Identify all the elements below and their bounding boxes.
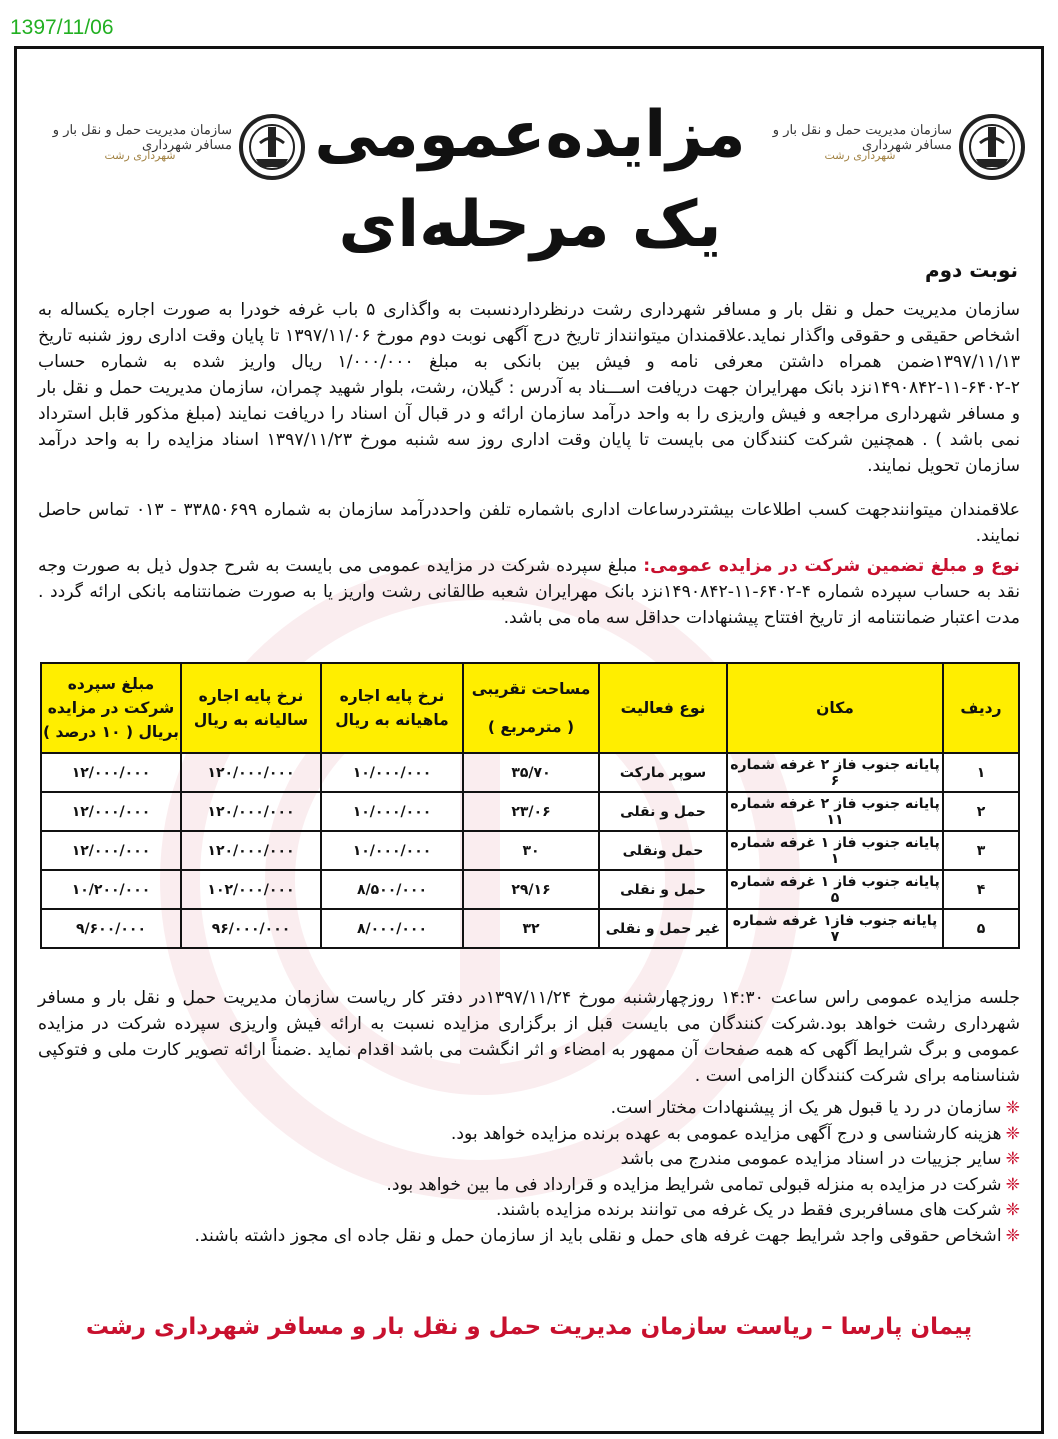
table-row <box>41 831 1019 870</box>
cell-area: ۳۲ <box>463 909 599 948</box>
condition-text: شرکت های مسافربری فقط در یک غرفه می توانند برنده مزایده باشند. <box>495 1200 1002 1220</box>
cell-deposit: ۱۲/۰۰۰/۰۰۰ <box>41 831 181 870</box>
cell-yearly: ۱۲۰/۰۰۰/۰۰۰ <box>181 792 321 831</box>
cell-yearly: ۹۶/۰۰۰/۰۰۰ <box>181 909 321 948</box>
table-row <box>41 870 1019 909</box>
cell-yearly: ۱۲۰/۰۰۰/۰۰۰ <box>181 753 321 792</box>
cell-row: ۵ <box>943 909 1019 948</box>
deposit-heading: نوع و مبلغ تضمین شرکت در مزایده عمومی: <box>643 556 1020 576</box>
asterisk-icon: ❈ <box>1005 1225 1020 1246</box>
page-title-line-2: یک مرحله‌ای <box>338 188 722 262</box>
cell-monthly: ۱۰/۰۰۰/۰۰۰ <box>321 792 463 831</box>
org-logo-left <box>20 95 320 195</box>
list-item <box>38 1147 1020 1173</box>
logo-org-name: سازمان مدیریت حمل و نقل بار و مسافر شهرداری <box>52 123 232 153</box>
header-monthly-rate: نرخ پایه اجاره ماهیانه به ریال <box>321 663 463 753</box>
header-deposit: مبلغ سپرده شرکت در مزایده بریال ( ۱۰ درصد ) <box>41 663 181 753</box>
condition-text: اشخاص حقوقی واجد شرایط جهت غرفه های حمل و نقلی باید از سازمان حمل و نقل جاده ای مجوز داشته باشند. <box>194 1225 1002 1246</box>
asterisk-icon: ❈ <box>1005 1098 1020 1118</box>
asterisk-icon: ❈ <box>1005 1200 1020 1220</box>
signature-line: پیمان پارسا – ریاست سازمان مدیریت حمل و نقل بار و مسافر شهرداری رشت <box>85 1314 973 1340</box>
cell-monthly: ۱۰/۰۰۰/۰۰۰ <box>321 831 463 870</box>
cell-yearly: ۱۰۲/۰۰۰/۰۰۰ <box>181 870 321 909</box>
cell-area: ۲۳/۰۶ <box>463 792 599 831</box>
asterisk-icon: ❈ <box>1005 1149 1020 1169</box>
header-row-number: ردیف <box>943 663 1019 753</box>
contact-paragraph: علاقمندان میتوانندجهت کسب اطلاعات بیشتردرساعات اداری باشماره تلفن واحددرآمد سازمان به شماره ۳۳۸۵۰۶۹۹ - ۰۱۳ تماس حاصل نمایند. <box>38 500 1020 546</box>
cell-activity: حمل و نقلی <box>599 792 727 831</box>
lots-table <box>40 662 1020 949</box>
table-row <box>41 753 1019 792</box>
asterisk-icon: ❈ <box>1005 1174 1020 1195</box>
session-paragraph: جلسه مزایده عمومی راس ساعت ۱۴:۳۰ روزچهارشنبه مورخ ۱۳۹۷/۱۱/۲۴در دفتر کار ریاست سازمان مدیریت حمل و نقل بار و مسافر شهرداری رشت خواهد بود.شرکت کنندگان می بایست قبل از برگزاری مزایده نسبت به ارائه فیش واریزی سپرده شرکت در مزایده عمومی و برگ شرایط آگهی که همه صفحات آن ممهور به امضاء و اثر انگشت می باشد اقدام نماید .ضمناً ارائه تصویر کارت ملی و فتوکپی شناسنامه برای شرکت کنندگان الزامی است . <box>38 988 1020 1086</box>
cell-deposit: ۱۲/۰۰۰/۰۰۰ <box>41 792 181 831</box>
cell-monthly: ۱۰/۰۰۰/۰۰۰ <box>321 753 463 792</box>
logo-org-name: سازمان مدیریت حمل و نقل بار و مسافر شهرداری <box>772 123 952 153</box>
table-row <box>41 909 1019 948</box>
cell-area: ۲۹/۱۶ <box>463 870 599 909</box>
org-logo-right <box>740 95 1040 195</box>
cell-activity: حمل و نقلی <box>599 870 727 909</box>
cell-activity: حمل ونقلی <box>599 831 727 870</box>
table-row <box>41 792 1019 831</box>
condition-text: شرکت در مزایده به منزله قبولی تمامی شرایط مزایده و قرارداد فی ما بین خواهد بود. <box>386 1174 1002 1195</box>
intro-paragraph: سازمان مدیریت حمل و نقل بار و مسافر شهرداری رشت درنظردارد‌نسبت به واگذاری ۵ باب غرفه خودرا به صورت اجاره یکساله به اشخاص حقیقی و حقوقی واگذار نماید.علاقمندان میتوانند‌از تاریخ درج آگهی نوبت دوم مورخ ۱۳۹۷/۱۱/۰۶ تا پایان وقت اداری روز شنبه تاریخ ۱۳۹۷/۱۱/۱۳ضمن همراه داشتن معرفی نامه و فیش بین بانکی به مبلغ ۱/۰۰۰/۰۰۰ ریال واریز شده به شماره حساب ۲-۶۴۰۲-۱۱-۱۴۹۰۸۴۲نزد بانک مهرایران جهت دریافت اســـناد به آدرس : گیلان، رشت، بلوار شهید چمران، سازمان مدیریت حمل و نقل بار و مسافر شهرداری مراجعه و فیش واریزی را به واحد درآمد سازمان ارائه و در قبال آن اسناد را دریافت نمایند (مبلغ مذکور قابل استرداد نمی باشد ) . همچنین شرکت کنندگان می بایست تا پایان وقت اداری روز سه شنبه مورخ ۱۳۹۷/۱۱/۲۳ اسناد مزایده را به واحد درآمد سازمان تحویل نمایند. <box>38 300 1020 476</box>
conditions-list <box>38 1096 1020 1249</box>
header-place: مکان <box>727 663 943 753</box>
cell-place: پایانه جنوب فاز ۱ غرفه شماره ۵ <box>727 870 943 909</box>
cell-row: ۲ <box>943 792 1019 831</box>
cell-activity: سوپر مارکت <box>599 753 727 792</box>
cell-area: ۳۵/۷۰ <box>463 753 599 792</box>
cell-row: ۱ <box>943 753 1019 792</box>
cell-area: ۳۰ <box>463 831 599 870</box>
header-area-label: مساحت تقریبی <box>471 680 591 698</box>
list-item <box>38 1122 1020 1148</box>
logo-org-sub: شهرداری رشت <box>824 149 896 162</box>
cell-monthly: ۸/۰۰۰/۰۰۰ <box>321 909 463 948</box>
cell-deposit: ۹/۶۰۰/۰۰۰ <box>41 909 181 948</box>
cell-place: پایانه جنوب فاز ۱ غرفه شماره ۱ <box>727 831 943 870</box>
asterisk-icon: ❈ <box>1005 1123 1020 1144</box>
cell-monthly: ۸/۵۰۰/۰۰۰ <box>321 870 463 909</box>
cell-place: پایانه جنوب فاز ۲ غرفه شماره ۶ <box>727 753 943 792</box>
list-item <box>38 1224 1020 1250</box>
header-area <box>463 663 599 753</box>
list-item <box>38 1096 1020 1122</box>
header-area-unit: ( مترمربع ) <box>487 718 575 736</box>
header-yearly-rate: نرخ پایه اجاره سالیانه به ریال <box>181 663 321 753</box>
cell-activity: غیر حمل و نقلی <box>599 909 727 948</box>
table-header-row <box>41 663 1019 753</box>
cell-place: پایانه جنوب فاز ۲ غرفه شماره ۱۱ <box>727 792 943 831</box>
list-item <box>38 1198 1020 1224</box>
round-label: نوبت دوم <box>924 258 1018 282</box>
cell-row: ۴ <box>943 870 1019 909</box>
municipality-emblem-icon <box>238 113 306 181</box>
logo-org-sub: شهرداری رشت <box>104 149 176 162</box>
cell-row: ۳ <box>943 831 1019 870</box>
page-title-line-1: مزایده‌عمومی <box>314 98 746 172</box>
date-stamp: 1397/11/06 <box>10 16 114 39</box>
condition-text: هزینه کارشناسی و درج آگهی مزایده عمومی به عهده برنده مزایده خواهد بود. <box>450 1123 1002 1144</box>
cell-yearly: ۱۲۰/۰۰۰/۰۰۰ <box>181 831 321 870</box>
cell-place: پایانه جنوب فاز۱ غرفه شماره ۷ <box>727 909 943 948</box>
cell-deposit: ۱۲/۰۰۰/۰۰۰ <box>41 753 181 792</box>
municipality-emblem-icon <box>958 113 1026 181</box>
deposit-text: مبلغ سپرده شرکت در مزایده عمومی می بایست به شرح جدول ذیل به صورت وجه نقد به حساب سپرده شماره ۴-۶۴۰۲-۱۱-۱۴۹۰۸۴۲نزد بانک مهرایران شعبه طالقانی رشت واریز یا به صورت ضمانتنامه بانکی ارائه گردد . مدت اعتبار ضمانتنامه از تاریخ افتتاح پیشنهادات حداقل سه ماه می باشد. <box>38 556 1020 628</box>
list-item <box>38 1173 1020 1199</box>
condition-text: سایر جزییات در اسناد مزایده عمومی مندرج می باشد <box>620 1149 1002 1169</box>
cell-deposit: ۱۰/۲۰۰/۰۰۰ <box>41 870 181 909</box>
deposit-paragraph <box>38 553 1020 631</box>
header-activity: نوع فعالیت <box>599 663 727 753</box>
condition-text: سازمان در رد یا قبول هر یک از پیشنهادات مختار است. <box>610 1098 1002 1118</box>
